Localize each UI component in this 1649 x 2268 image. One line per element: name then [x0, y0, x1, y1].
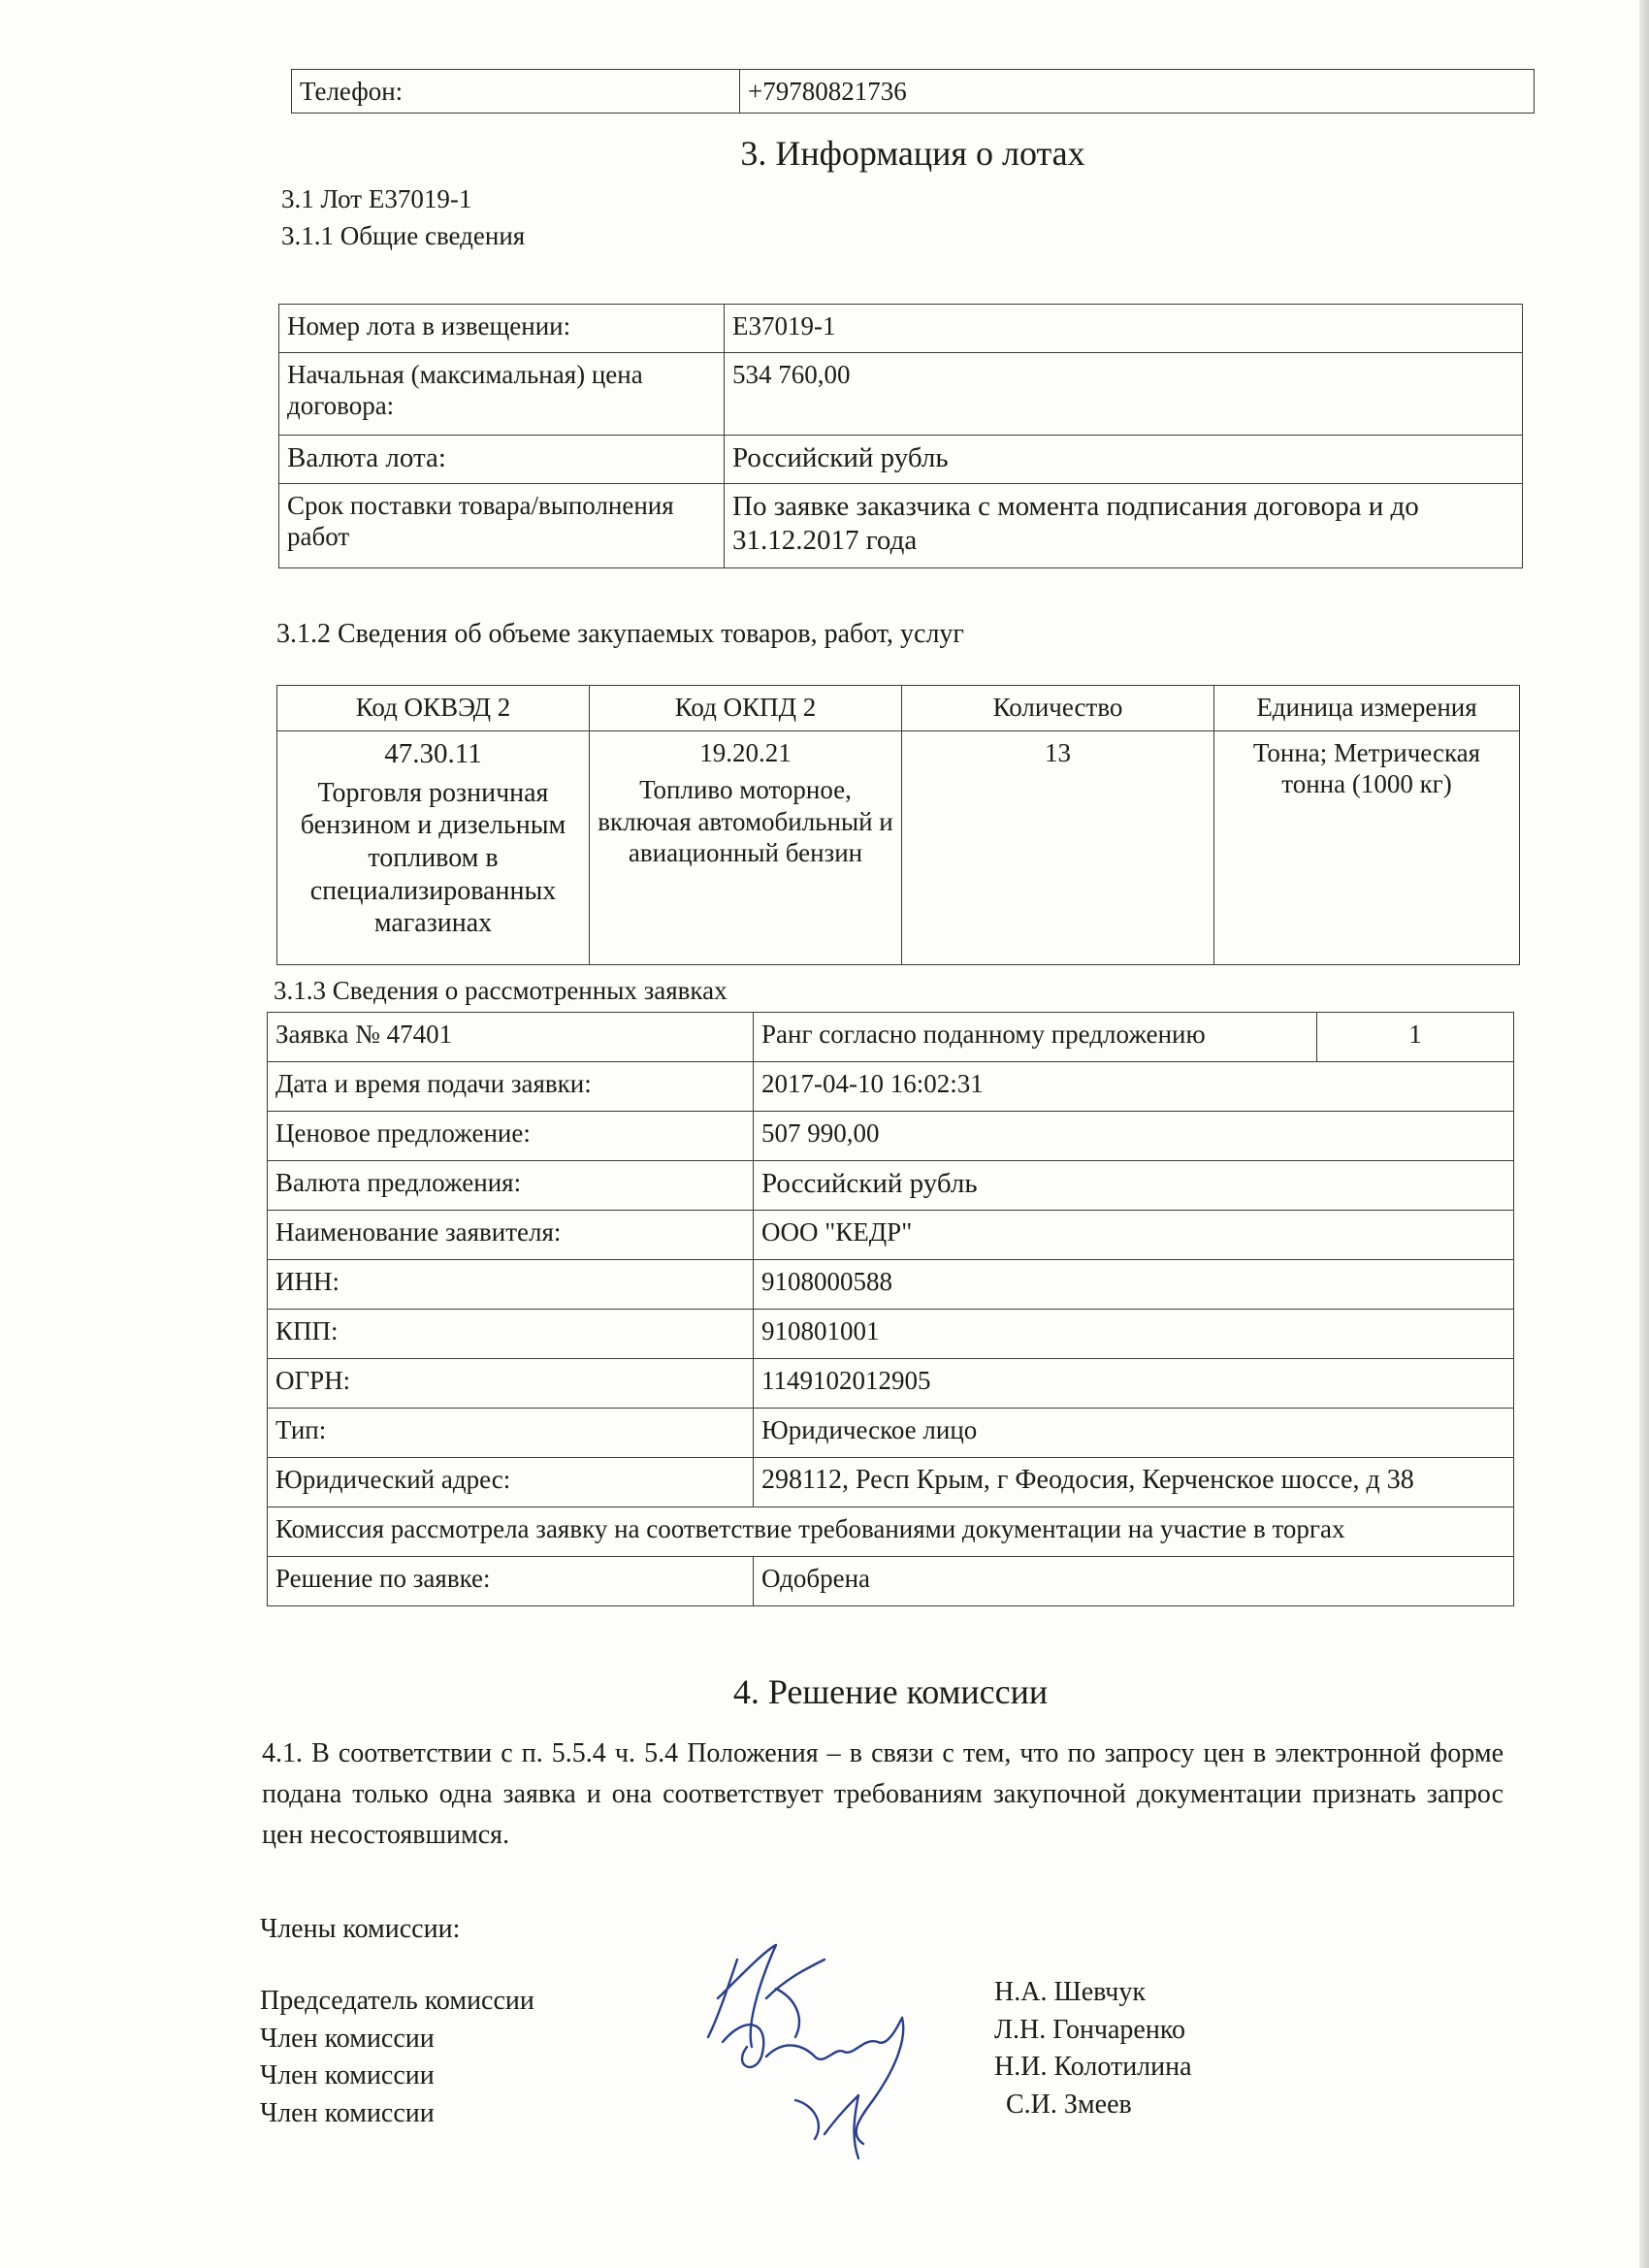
general-label: Начальная (максимальная) цена договора: [279, 353, 725, 436]
application-value: 9108000588 [754, 1260, 1514, 1310]
application-row [268, 1359, 1514, 1409]
phone-label: Телефон: [292, 70, 740, 113]
member-role: Председатель комиссии [260, 1986, 534, 2016]
application-row [268, 1409, 1514, 1458]
header-unit: Единица измерения [1214, 686, 1520, 731]
general-value: Е37019-1 [725, 305, 1523, 353]
general-label: Валюта лота: [279, 436, 725, 484]
header-okved: Код ОКВЭД 2 [277, 686, 590, 731]
application-row [268, 1260, 1514, 1310]
section3-title: 3. Информация о лотах [740, 134, 1085, 173]
okved-description: Торговля розничная бензином и дизельным топливом в специализированных магазинах [300, 777, 566, 939]
header-okpd: Код ОКПД 2 [590, 686, 902, 731]
application-label: КПП: [268, 1310, 754, 1359]
member-name: Н.И. Колотилина [994, 2052, 1192, 2082]
okved-code: 47.30.11 [384, 738, 482, 769]
member-role: Член комиссии [260, 2097, 435, 2128]
application-row [268, 1310, 1514, 1359]
application-row [268, 1211, 1514, 1260]
okved-cell [277, 731, 590, 965]
review-note: Комиссия рассмотрела заявку на соответствие требованиями документации на участие в торгах [268, 1507, 1514, 1557]
decision-paragraph: 4.1. В соответствии с п. 5.5.4 ч. 5.4 Положения – в связи с тем, что по запросу цен в электронной форме подана только одна заявка и она соответствует требованиям закупочной документации признать запрос цен несостоявшимся. [262, 1738, 1504, 1850]
application-value: 507 990,00 [754, 1112, 1514, 1161]
application-number: Заявка № 47401 [268, 1013, 754, 1062]
general-row [279, 305, 1523, 353]
okpd-cell [590, 731, 902, 965]
general-label: Номер лота в извещении: [279, 305, 725, 353]
member-name: Л.Н. Гончаренко [994, 2014, 1186, 2045]
application-label: Тип: [268, 1409, 754, 1458]
application-table [267, 1012, 1514, 1606]
members-heading: Члены комиссии: [260, 1914, 461, 1944]
quantity-value: 13 [902, 731, 1214, 965]
phone-value: +79780821736 [740, 70, 1535, 113]
application-value: ООО "КЕДР" [754, 1211, 1514, 1260]
application-row [268, 1161, 1514, 1211]
member-name: С.И. Змеев [1006, 2089, 1132, 2120]
application-header-row [268, 1013, 1514, 1062]
volume-data-row [277, 731, 1520, 965]
general-label: Срок поставки товара/выполнения работ [279, 484, 725, 568]
volume-table [276, 685, 1520, 965]
application-value: 910801001 [754, 1310, 1514, 1359]
member-roles [260, 1983, 534, 2132]
application-label: Валюта предложения: [268, 1161, 754, 1211]
general-value: 534 760,00 [725, 353, 1523, 436]
review-note-row [268, 1507, 1514, 1557]
application-row [268, 1458, 1514, 1507]
application-row [268, 1062, 1514, 1112]
member-role: Член комиссии [260, 2023, 435, 2054]
application-value: Российский рубль [754, 1161, 1514, 1211]
volume-header-row [277, 686, 1520, 731]
lot-heading: 3.1 Лот Е37019-1 [281, 184, 472, 213]
applications-heading: 3.1.3 Сведения о рассмотренных заявках [274, 976, 728, 1005]
application-value: Юридическое лицо [754, 1409, 1514, 1458]
application-row [268, 1112, 1514, 1161]
okpd-code: 19.20.21 [699, 738, 792, 767]
application-label: Юридический адрес: [268, 1458, 754, 1507]
general-value: Российский рубль [725, 436, 1523, 484]
general-value: По заявке заказчика с момента подписания договора и до 31.12.2017 года [725, 484, 1523, 568]
contact-table [291, 69, 1535, 113]
rank-value: 1 [1317, 1013, 1514, 1062]
decision-label: Решение по заявке: [268, 1557, 754, 1606]
decision-value: Одобрена [754, 1557, 1514, 1606]
volume-heading: 3.1.2 Сведения об объеме закупаемых товаров, работ, услуг [276, 619, 964, 649]
scan-edge [1639, 0, 1649, 2268]
application-label: ИНН: [268, 1260, 754, 1310]
general-heading: 3.1.1 Общие сведения [281, 221, 526, 250]
member-role: Член комиссии [260, 2060, 435, 2090]
application-label: Дата и время подачи заявки: [268, 1062, 754, 1112]
general-row [279, 436, 1523, 484]
application-value: 1149102012905 [754, 1359, 1514, 1409]
header-quantity: Количество [902, 686, 1214, 731]
okpd-description: Топливо моторное, включая автомобильный и авиационный бензин [598, 775, 893, 868]
unit-value: Тонна; Метрическая тонна (1000 кг) [1214, 731, 1520, 965]
application-value: 298112, Респ Крым, г Феодосия, Керченское шоссе, д 38 [754, 1458, 1514, 1507]
general-table [278, 304, 1523, 568]
application-label: Ценовое предложение: [268, 1112, 754, 1161]
general-row [279, 353, 1523, 436]
member-name: Н.А. Шевчук [994, 1977, 1146, 2007]
section4-title: 4. Решение комиссии [732, 1672, 1049, 1711]
rank-label: Ранг согласно поданному предложению [754, 1013, 1317, 1062]
member-names [994, 1974, 1192, 2123]
application-label: Наименование заявителя: [268, 1211, 754, 1260]
decision-row [268, 1557, 1514, 1606]
general-row [279, 484, 1523, 568]
application-value: 2017-04-10 16:02:31 [754, 1062, 1514, 1112]
signatures-image [679, 1930, 951, 2173]
application-label: ОГРН: [268, 1359, 754, 1409]
